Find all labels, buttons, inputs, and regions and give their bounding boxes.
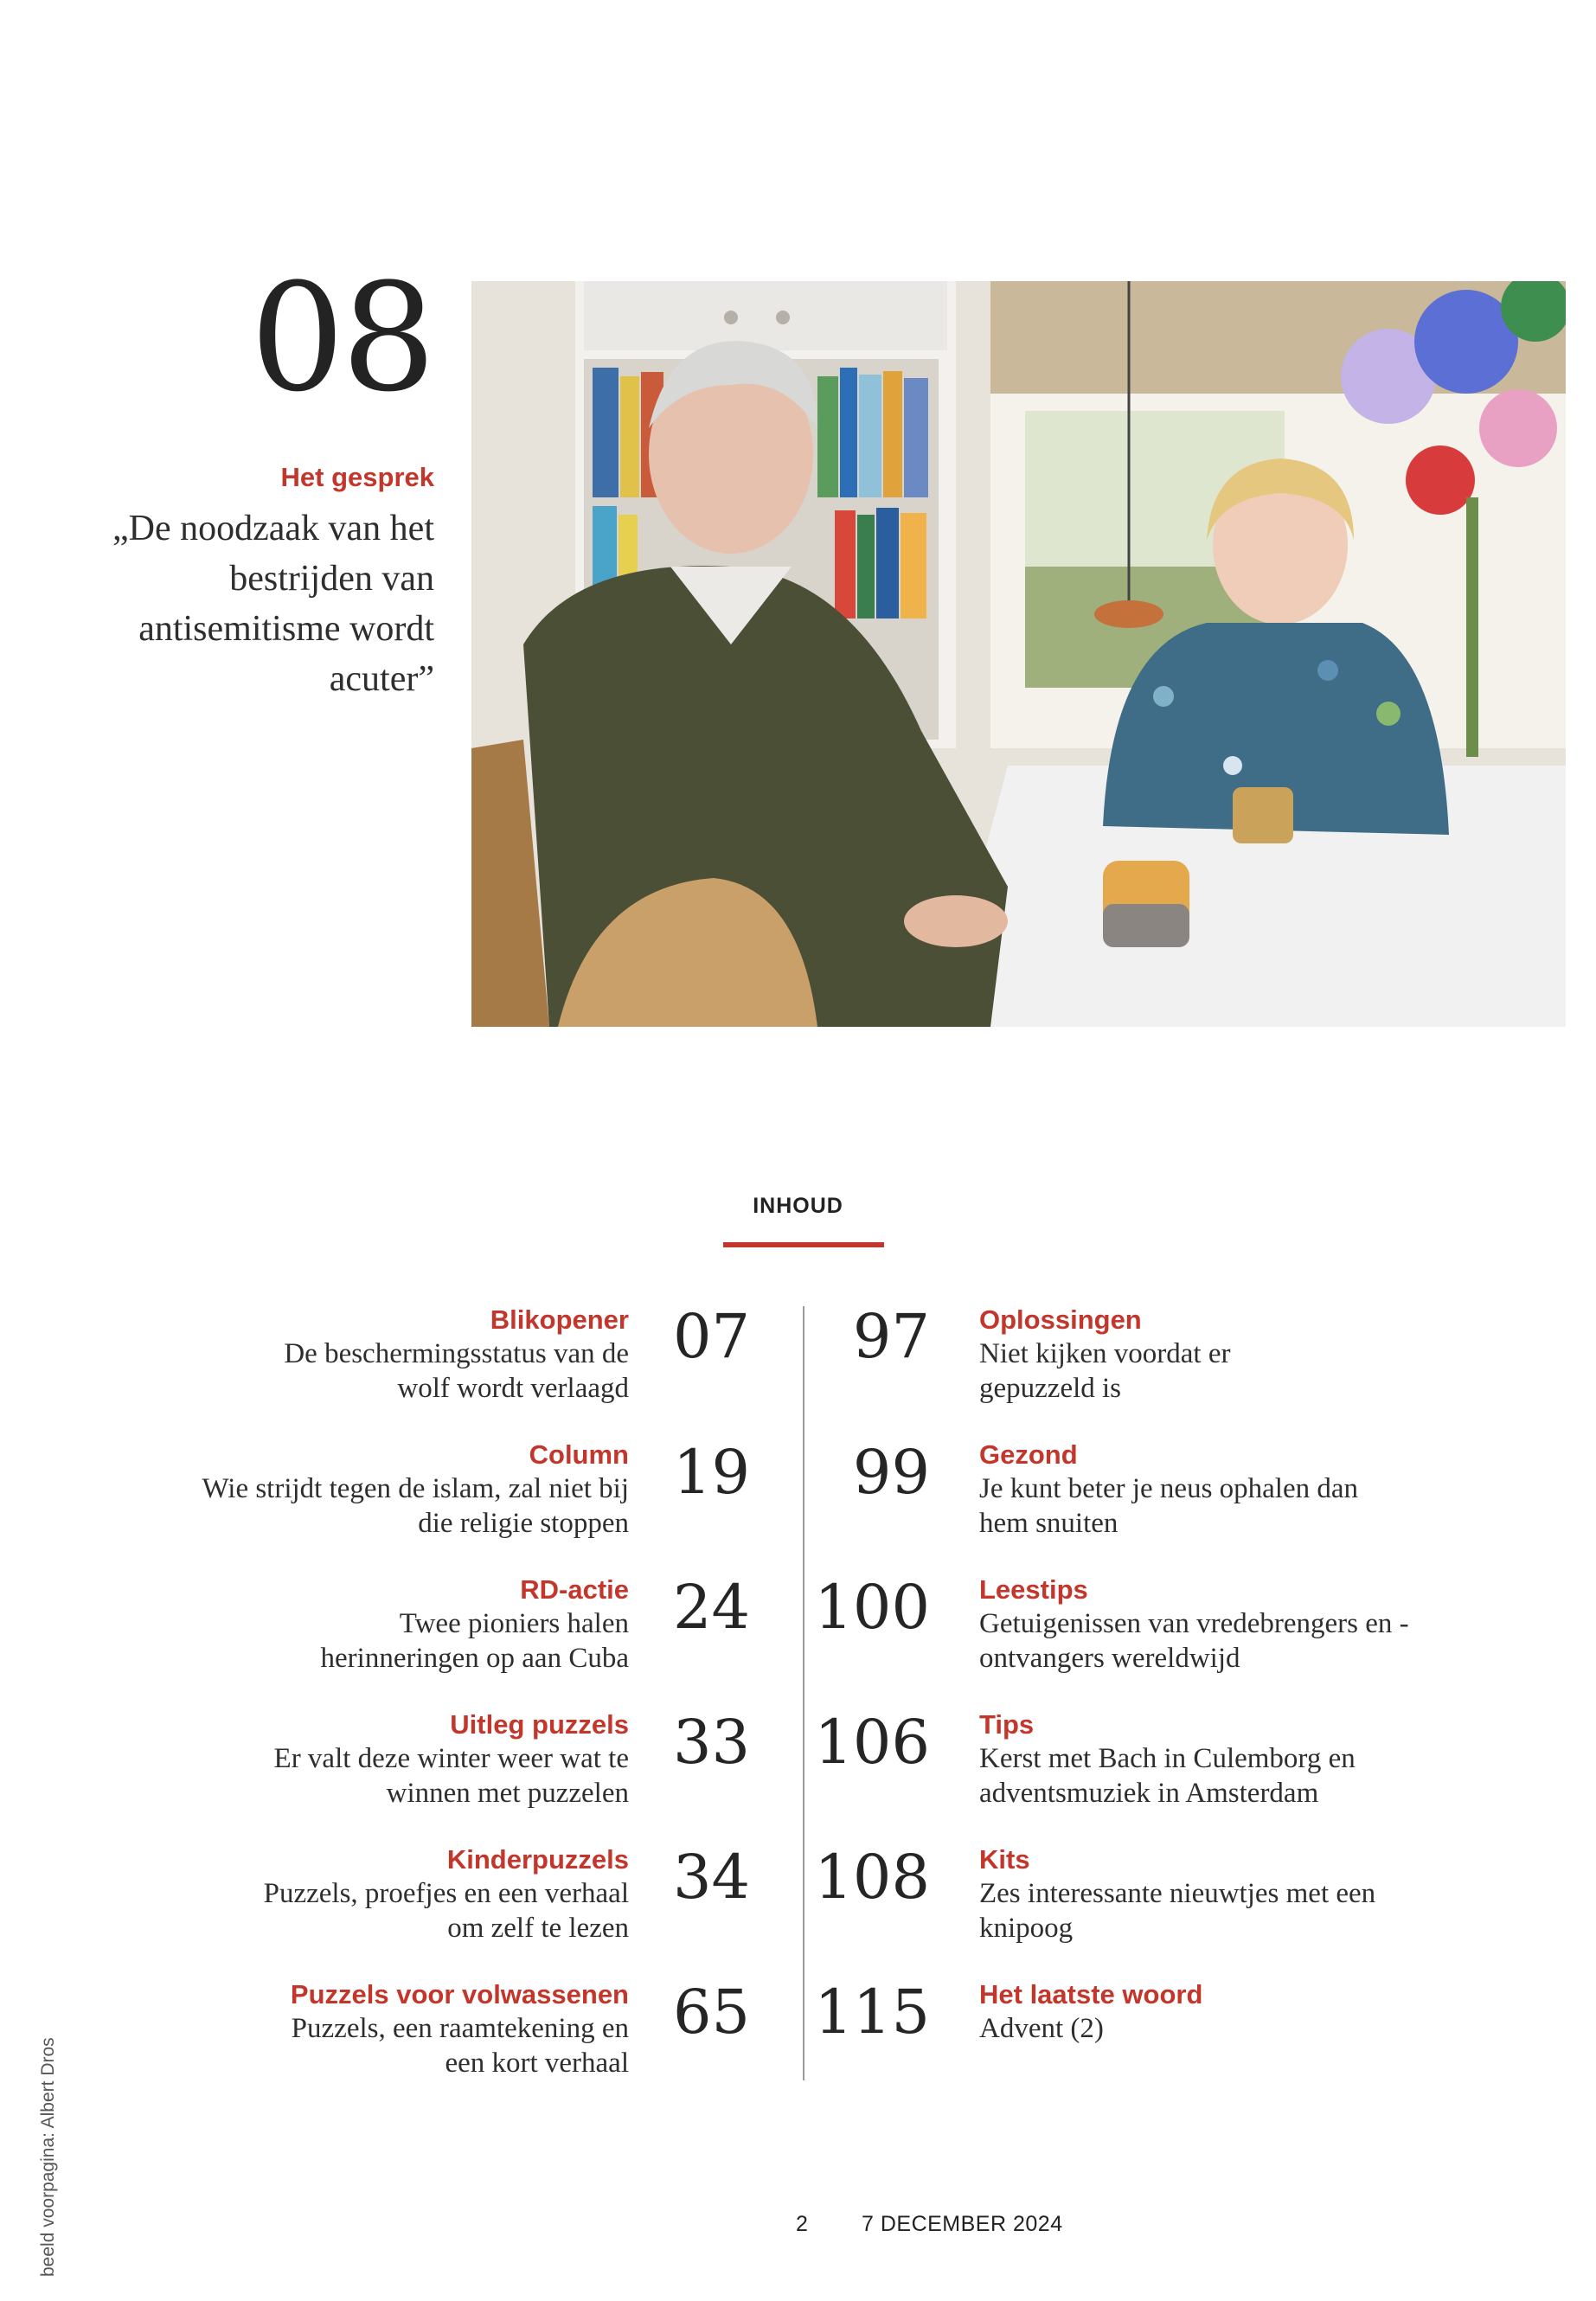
toc-entry-description: Puzzels, een raamtekening en een kort verhaal — [291, 2013, 629, 2079]
feature-headline[interactable]: „De noodzaak van het bestrijden van antisemitisme wordt acuter” — [112, 509, 434, 699]
toc-entry-description: Puzzels, proefjes en een verhaal om zelf te lezen — [263, 1878, 629, 1944]
toc-entry-description: Wie strijdt tegen de islam, zal niet bij die religie stoppen — [202, 1473, 629, 1539]
toc-entry-description: Kerst met Bach in Culemborg en adventsmuziek in Amsterdam — [979, 1743, 1356, 1809]
toc-entry-label: Kits — [979, 1844, 1030, 1875]
toc-entry-oplossingen[interactable] — [979, 1304, 1464, 1406]
footer-date: 7 DECEMBER 2024 — [862, 2212, 1063, 2236]
toc-entry-gezond[interactable] — [979, 1439, 1464, 1541]
toc-entry-label: Tips — [979, 1709, 1035, 1740]
toc-entry-kits[interactable] — [979, 1843, 1464, 1945]
toc-entry-puzzels-voor-volwassenen[interactable] — [144, 1978, 629, 2080]
toc-entry-het-laatste-woord[interactable] — [979, 1978, 1464, 2046]
toc-entry-label: RD-actie — [520, 1574, 629, 1605]
toc-entry-description: Getuigenissen van vredebrengers en -ontvangers wereldwijd — [979, 1608, 1409, 1674]
toc-entry-description: Zes interessante nieuwtjes met een knipoog — [979, 1878, 1376, 1944]
toc-entry-label: Het laatste woord — [979, 1979, 1203, 2009]
photo-credit: beeld voorpagina: Albert Dros — [38, 2037, 58, 2277]
toc-entry-description: Twee pioniers halen herinneringen op aan Cuba — [320, 1608, 629, 1674]
interview-photo-illustration — [471, 281, 1566, 1027]
toc-page-number[interactable]: 115 — [814, 1977, 930, 2048]
toc-page-number[interactable]: 07 — [673, 1301, 751, 1372]
toc-entry-label: Puzzels voor volwassenen — [290, 1979, 629, 2009]
contents-title: INHOUD — [753, 1194, 843, 1218]
toc-entry-column[interactable] — [144, 1439, 629, 1541]
toc-entry-description: Niet kijken voordat er gepuzzeld is — [979, 1338, 1231, 1404]
toc-page-number[interactable]: 97 — [852, 1301, 930, 1372]
toc-entry-label: Kinderpuzzels — [446, 1844, 629, 1875]
toc-entry-description: Er valt deze winter weer wat te winnen met puzzelen — [273, 1743, 629, 1809]
toc-page-number[interactable]: 106 — [814, 1707, 930, 1778]
feature-kicker[interactable]: Het gesprek — [280, 462, 434, 492]
toc-entry-description: Je kunt beter je neus ophalen dan hem snuiten — [979, 1473, 1359, 1539]
toc-entry-label: Leestips — [979, 1574, 1088, 1605]
toc-entry-leestips[interactable] — [979, 1574, 1464, 1676]
toc-page-number[interactable]: 24 — [673, 1572, 751, 1643]
toc-entry-kinderpuzzels[interactable] — [144, 1843, 629, 1945]
toc-entry-blikopener[interactable] — [144, 1304, 629, 1406]
contents-title-rule — [723, 1242, 884, 1247]
toc-page-number[interactable]: 19 — [673, 1437, 751, 1508]
toc-entry-tips[interactable] — [979, 1708, 1464, 1811]
toc-page-number[interactable]: 65 — [673, 1977, 751, 2048]
toc-entry-label: Gezond — [979, 1439, 1078, 1470]
toc-page-number[interactable]: 99 — [852, 1437, 930, 1508]
toc-entry-description: Advent (2) — [979, 2013, 1104, 2044]
contents-divider — [803, 1306, 804, 2080]
toc-entry-label: Blikopener — [490, 1304, 629, 1335]
toc-page-number[interactable]: 34 — [673, 1842, 751, 1913]
toc-entry-label: Uitleg puzzels — [450, 1709, 629, 1740]
footer-page-number: 2 — [796, 2212, 808, 2236]
toc-entry-label: Oplossingen — [979, 1304, 1142, 1335]
toc-page-number[interactable]: 100 — [814, 1572, 930, 1643]
toc-entry-uitleg-puzzels[interactable] — [144, 1708, 629, 1811]
toc-page-number[interactable]: 108 — [814, 1842, 930, 1913]
feature-page-number: 08 — [250, 251, 433, 425]
toc-entry-rd-actie[interactable] — [144, 1574, 629, 1676]
toc-page-number[interactable]: 33 — [673, 1707, 751, 1778]
toc-entry-description: De beschermingsstatus van de wolf wordt verlaagd — [284, 1338, 629, 1404]
feature-photo[interactable] — [471, 281, 1566, 1027]
toc-entry-label: Column — [529, 1439, 629, 1470]
